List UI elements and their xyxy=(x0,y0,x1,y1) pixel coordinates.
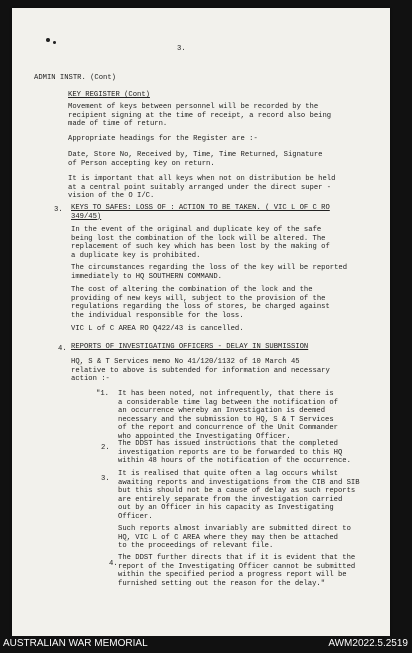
subparagraph: The DDST further directs that if it is evident that the report of the Investigating Officer cannot be submitted within the specified period a progress report will be furnished setting out the reason for the delay." xyxy=(118,554,356,588)
paragraph: It is important that all keys when not on distribution be held at a central point suitably arranged under the direct super - vision of the O I/C. xyxy=(68,175,336,201)
paragraph: Movement of keys between personnel will be recorded by the recipient signing at the time of receipt, a record also being made of time of return. xyxy=(68,103,332,129)
footer-institution: AUSTRALIAN WAR MEMORIAL xyxy=(3,638,148,649)
section-heading-reports: REPORTS OF INVESTIGATING OFFICERS - DELAY IN SUBMISSION xyxy=(71,343,309,351)
section-heading-key-register: KEY REGISTER (Cont) xyxy=(68,91,150,99)
subparagraph: Such reports almost invariably are submitted direct to HQ, VIC L of C AREA where they may then be attached to the proceedings of relevant file. xyxy=(118,525,351,551)
page-number: 3. xyxy=(177,45,186,53)
punch-hole-mark xyxy=(46,38,50,42)
document-page xyxy=(12,8,390,636)
subparagraph-number: 2. xyxy=(101,444,110,452)
paragraph: VIC L of C AREA RO Q422/43 is cancelled. xyxy=(71,325,244,333)
section-number: 3. xyxy=(54,206,63,214)
footer-accession-number: AWM2022.5.2519 xyxy=(328,638,408,649)
paragraph: Appropriate headings for the Register are :- xyxy=(68,135,258,143)
paragraph: Date, Store No, Received by, Time, Time Returned, Signature of Person accepting key on return. xyxy=(68,151,323,168)
punch-hole-mark xyxy=(53,41,56,44)
subparagraph-number: 3. xyxy=(101,475,110,483)
subparagraph: It is realised that quite often a lag occurs whilst awaiting reports and investigations from the CIB and SIB but this should not be a cause of delay as such reports are entirely separate from the investigation carried out by an Officer in his capacity as Investigating Officer. xyxy=(118,470,360,521)
subparagraph-number: 4. xyxy=(109,560,118,568)
section-number: 4. xyxy=(58,345,67,353)
document-header: ADMIN INSTR. (Cont) xyxy=(34,74,116,82)
subparagraph: The DDST has issued instructions that the completed investigation reports are to be forwarded to this HQ within 48 hours of the notification of the occurrence. xyxy=(118,440,351,466)
paragraph: In the event of the original and duplicate key of the safe being lost the combination of the lock will be altered. The replacement of such key which has been lost by the making of a duplicate key is prohibited. xyxy=(71,226,330,260)
subparagraph: It has been noted, not infrequently, that there is a considerable time lag between the notification of an occurrence whereby an Investigation is deemed necessary and the submission to HQ, S & T Services of the report and concurrence of the Unit Commander who appointed the Investigating Officer. xyxy=(118,390,338,441)
subparagraph-number: "1. xyxy=(96,390,109,398)
section-heading-keys-to-safes: KEYS TO SAFES: LOSS OF : ACTION TO BE TAKEN. ( VIC L OF C RO 349/45) xyxy=(71,204,330,221)
paragraph: The cost of altering the combination of the lock and the providing of new keys will, subject to the provision of the regulations regarding the loss of stores, be charged against the individual responsible for the loss. xyxy=(71,286,330,320)
paragraph: The circumstances regarding the loss of the key will be reported immediately to HQ SOUTHERN COMMAND. xyxy=(71,264,348,281)
paragraph: HQ, S & T Services memo No 41/120/1132 of 10 March 45 relative to above is subtended for information and necessary action :- xyxy=(71,358,330,384)
archive-footer xyxy=(0,636,412,653)
